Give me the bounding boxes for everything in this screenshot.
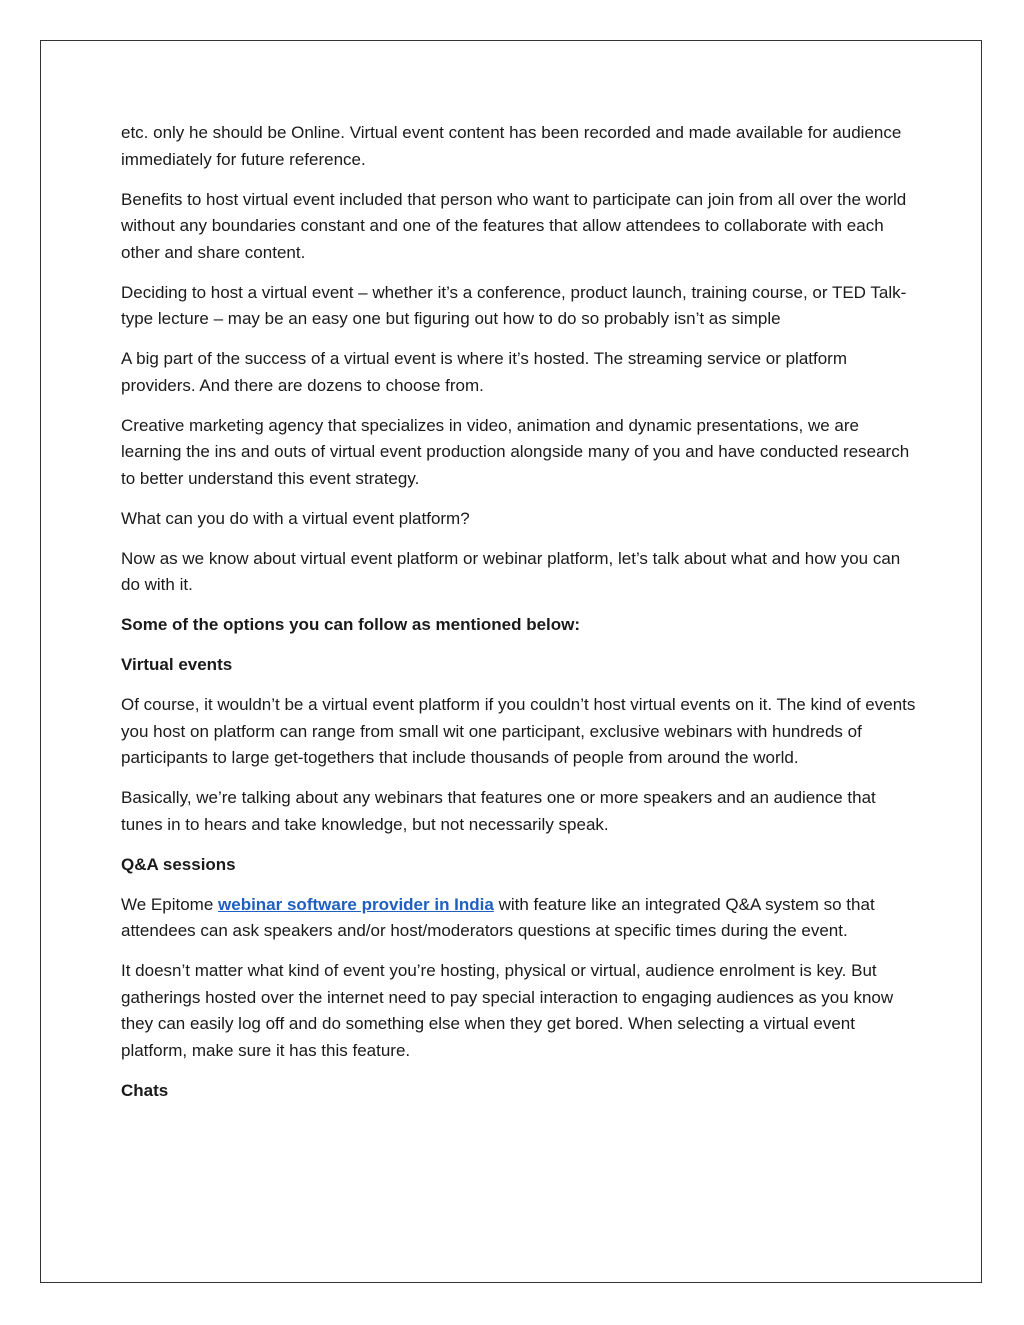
paragraph-epitome-rest: with feature like an integrated Q&A system so that attendees can ask speakers and/or host/moderators questions at specific times during the event.	[121, 894, 875, 940]
paragraph-epitome	[121, 892, 921, 945]
webinar-provider-link[interactable]: webinar software provider in India	[218, 894, 494, 914]
paragraph-deciding: Deciding to host a virtual event – whether it’s a conference, product launch, training course, or TED Talk-type lecture – may be an easy one but figuring out how to do so probably isn’t as simple	[121, 282, 907, 328]
heading-qa-sessions: Q&A sessions	[121, 854, 236, 874]
paragraph-now-we-know: Now as we know about virtual event platform or webinar platform, let’s talk about what and how you can do with it.	[121, 548, 901, 594]
paragraph-epitome-lead: We Epitome	[121, 894, 219, 914]
paragraph-of-course: Of course, it wouldn’t be a virtual event platform if you couldn’t host virtual events on it. The kind of events you host on platform can range from small wit one participant, exclusive webinars with hundreds of participants to large get-togethers that include thousands of people from around the world.	[121, 695, 916, 767]
heading-chats: Chats	[121, 1080, 169, 1100]
paragraph-online-content: etc. only he should be Online. Virtual event content has been recorded and made available for audience immediately for future reference.	[121, 123, 902, 169]
paragraph-creative-agency: Creative marketing agency that specializes in video, animation and dynamic presentations, we are learning the ins and outs of virtual event production alongside many of you and have conducted research to better understand this event strategy.	[121, 415, 910, 488]
paragraph-enrolment: It doesn’t matter what kind of event you’re hosting, physical or virtual, audience enrolment is key. But gatherings hosted over the internet need to pay special interaction to engaging audiences as you know they can easily log off and do something else when they get bored. When selecting a virtual event platform, make sure it has this feature.	[121, 961, 894, 1060]
document-body	[121, 120, 921, 1118]
heading-virtual-events: Virtual events	[121, 655, 233, 674]
heading-options: Some of the options you can follow as mentioned below:	[121, 615, 581, 634]
paragraph-basically: Basically, we’re talking about any webinars that features one or more speakers and an audience that tunes in to hears and take knowledge, but not necessarily speak.	[121, 788, 876, 834]
paragraph-success: A big part of the success of a virtual event is where it’s hosted. The streaming service or platform providers. And there are dozens to choose from.	[121, 349, 847, 395]
paragraph-benefits: Benefits to host virtual event included that person who want to participate can join from all over the world without any boundaries constant and one of the features that allow attendees to collaborate with each other and share content.	[121, 189, 907, 262]
paragraph-question: What can you do with a virtual event platform?	[121, 508, 470, 528]
